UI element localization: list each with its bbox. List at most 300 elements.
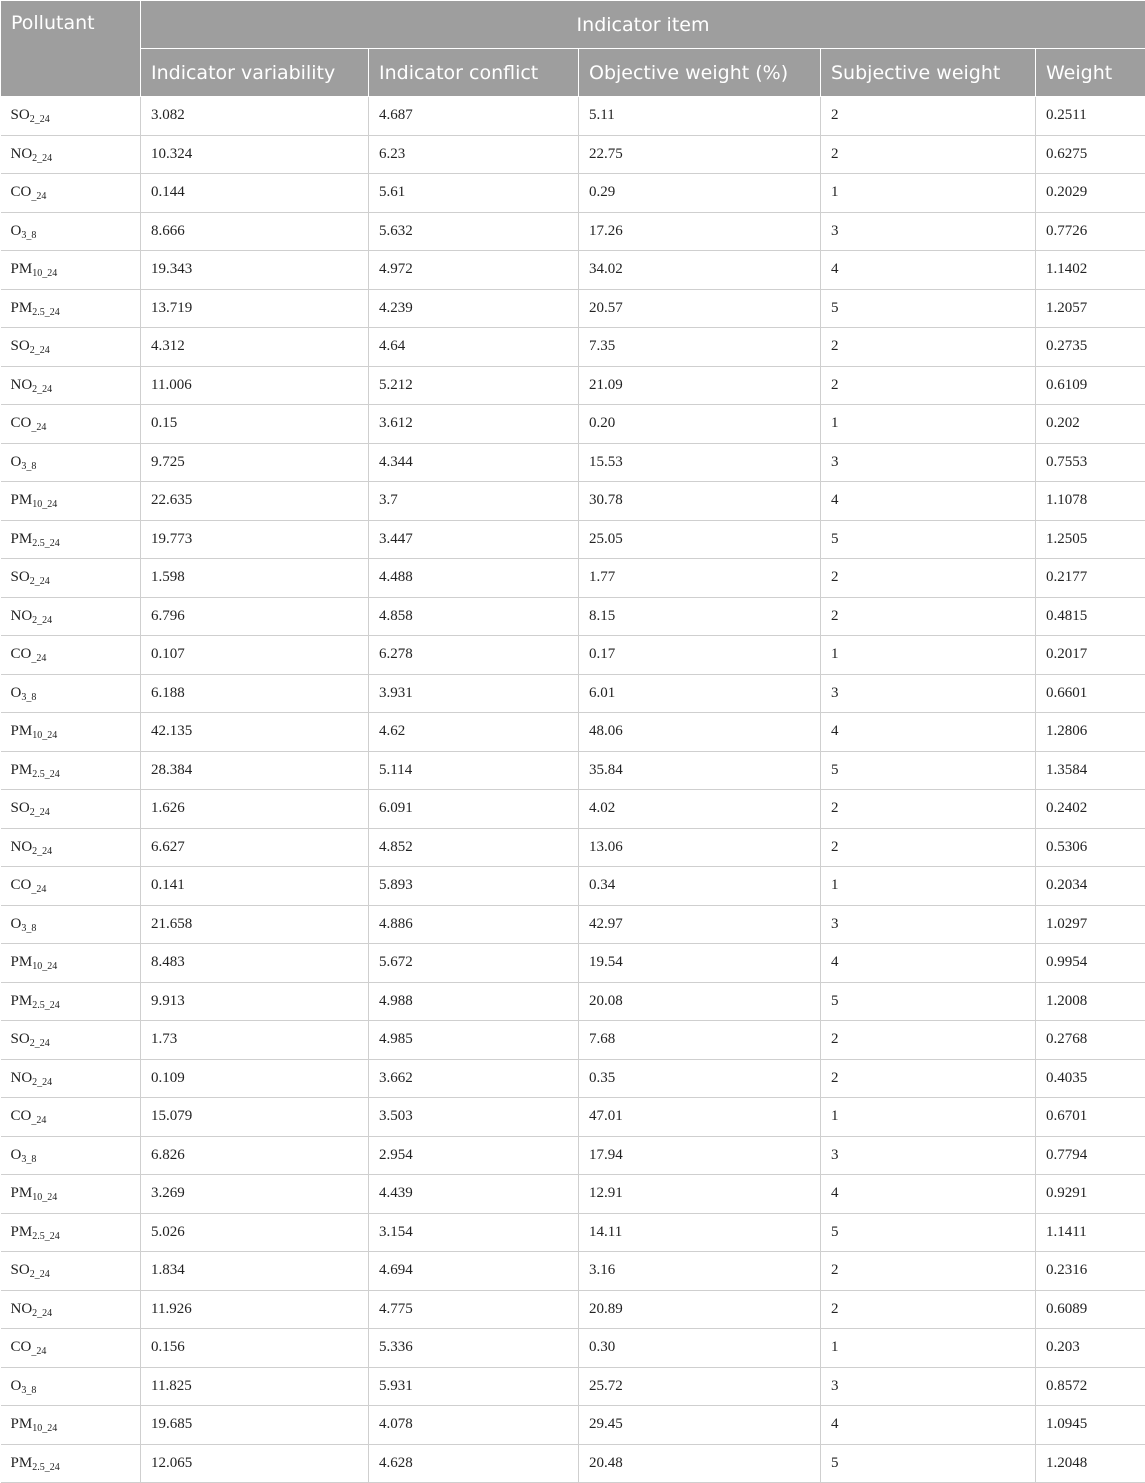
- indicator-variability-cell: 1.626: [141, 790, 369, 829]
- weight-cell: 1.2505: [1036, 520, 1145, 559]
- objective-weight-cell: 17.94: [579, 1136, 821, 1175]
- pollutant-cell: [1, 520, 141, 559]
- subjective-weight-cell: 4: [821, 251, 1036, 290]
- indicator-conflict-cell: 4.344: [369, 443, 579, 482]
- table-row: [1, 944, 1145, 983]
- indicator-variability-cell: 28.384: [141, 751, 369, 790]
- pollutant-averaging-suffix: _8: [26, 1154, 36, 1165]
- weight-cell: 0.5306: [1036, 828, 1145, 867]
- subjective-weight-cell: 1: [821, 867, 1036, 906]
- indicator-conflict-cell: 5.672: [369, 944, 579, 983]
- pollutant-cell: [1, 559, 141, 598]
- subjective-weight-cell: 2: [821, 790, 1036, 829]
- table-header: [1, 1, 1145, 97]
- pollutant-name: PM: [11, 1455, 33, 1471]
- pollutant-name: PM: [11, 1224, 33, 1240]
- pollutant-cell: [1, 251, 141, 290]
- pollutant-name: PM: [11, 492, 33, 508]
- pollutant-averaging-suffix: _24: [35, 807, 50, 818]
- objective-weight-cell: 34.02: [579, 251, 821, 290]
- objective-weight-cell: 8.15: [579, 597, 821, 636]
- pollutant-name: O: [11, 685, 22, 701]
- table-row: [1, 1213, 1145, 1252]
- subjective-weight-cell: 2: [821, 1252, 1036, 1291]
- indicator-variability-cell: 9.725: [141, 443, 369, 482]
- table-row: [1, 713, 1145, 752]
- pollutant-averaging-suffix: _24: [45, 769, 60, 780]
- table-row: [1, 905, 1145, 944]
- subjective-weight-cell: 2: [821, 97, 1036, 136]
- pollutant-cell: [1, 328, 141, 367]
- pollutant-cell: [1, 1059, 141, 1098]
- pollutant-cell: [1, 597, 141, 636]
- pollutant-subscript: 2: [30, 576, 35, 587]
- pollutant-averaging-suffix: _24: [42, 961, 57, 972]
- weight-cell: 0.6089: [1036, 1290, 1145, 1329]
- indicator-conflict-cell: 5.212: [369, 366, 579, 405]
- pollutant-averaging-suffix: _24: [42, 268, 57, 279]
- indicator-variability-cell: 8.483: [141, 944, 369, 983]
- indicator-conflict-cell: 4.985: [369, 1021, 579, 1060]
- subjective-weight-cell: 1: [821, 174, 1036, 213]
- pollutant-subscript: 10: [32, 730, 42, 741]
- subjective-weight-cell: 3: [821, 674, 1036, 713]
- subjective-weight-cell: 2: [821, 135, 1036, 174]
- objective-weight-cell: 20.08: [579, 982, 821, 1021]
- pollutant-name: CO: [11, 646, 32, 662]
- pollutant-name: CO: [11, 415, 32, 431]
- weight-cell: 0.8572: [1036, 1367, 1145, 1406]
- pollutant-averaging-suffix: _24: [37, 384, 52, 395]
- objective-weight-cell: 13.06: [579, 828, 821, 867]
- table-row: [1, 751, 1145, 790]
- indicator-variability-cell: 22.635: [141, 482, 369, 521]
- weight-cell: 1.2048: [1036, 1444, 1145, 1483]
- pollutant-averaging-suffix: _24: [37, 615, 52, 626]
- pollutant-averaging-suffix: _24: [45, 307, 60, 318]
- weight-cell: 0.2029: [1036, 174, 1145, 213]
- indicator-variability-cell: 12.065: [141, 1444, 369, 1483]
- table-row: [1, 174, 1145, 213]
- pollutant-subscript: 2: [32, 615, 37, 626]
- pollutant-cell: [1, 905, 141, 944]
- pollutant-name: PM: [11, 1416, 33, 1432]
- pollutant-averaging-suffix: _24: [37, 1077, 52, 1088]
- pollutant-averaging-suffix: _24: [31, 884, 46, 895]
- objective-weight-cell: 7.68: [579, 1021, 821, 1060]
- table-row: [1, 674, 1145, 713]
- subjective-weight-cell: 5: [821, 289, 1036, 328]
- weight-cell: 0.6601: [1036, 674, 1145, 713]
- indicator-variability-cell: 1.73: [141, 1021, 369, 1060]
- objective-weight-cell: 22.75: [579, 135, 821, 174]
- indicator-conflict-cell: 4.239: [369, 289, 579, 328]
- indicator-variability-cell: 11.825: [141, 1367, 369, 1406]
- indicator-variability-cell: 6.188: [141, 674, 369, 713]
- weight-cell: 1.2806: [1036, 713, 1145, 752]
- table-row: [1, 1021, 1145, 1060]
- indicator-conflict-cell: 5.114: [369, 751, 579, 790]
- indicator-conflict-cell: 6.278: [369, 636, 579, 675]
- subjective-weight-cell: 1: [821, 636, 1036, 675]
- pollutant-name: O: [11, 223, 22, 239]
- pollutant-name: SO: [11, 107, 30, 123]
- objective-weight-cell: 0.17: [579, 636, 821, 675]
- pollutant-name: O: [11, 454, 22, 470]
- pollutant-cell: [1, 1329, 141, 1368]
- table-row: [1, 251, 1145, 290]
- table-row: [1, 1329, 1145, 1368]
- pollutant-cell: [1, 482, 141, 521]
- table-row: [1, 289, 1145, 328]
- indicator-variability-cell: 6.627: [141, 828, 369, 867]
- pollutant-subscript: 2: [32, 1077, 37, 1088]
- indicator-variability-cell: 19.343: [141, 251, 369, 290]
- pollutant-averaging-suffix: _8: [26, 461, 36, 472]
- pollutant-subscript: 2: [30, 807, 35, 818]
- subjective-weight-cell: 3: [821, 1136, 1036, 1175]
- weight-cell: 0.7726: [1036, 212, 1145, 251]
- objective-weight-cell: 1.77: [579, 559, 821, 598]
- pollutant-name: O: [11, 1147, 22, 1163]
- subjective-weight-cell: 1: [821, 1098, 1036, 1137]
- objective-weight-cell: 30.78: [579, 482, 821, 521]
- subjective-weight-cell: 4: [821, 1175, 1036, 1214]
- pollutant-name: PM: [11, 261, 33, 277]
- weight-cell: 0.2316: [1036, 1252, 1145, 1291]
- weight-cell: 0.6275: [1036, 135, 1145, 174]
- pollutant-cell: [1, 366, 141, 405]
- indicator-conflict-cell: 6.091: [369, 790, 579, 829]
- pollutant-averaging-suffix: _8: [26, 230, 36, 241]
- indicator-conflict-cell: 4.628: [369, 1444, 579, 1483]
- pollutant-name: CO: [11, 1108, 32, 1124]
- objective-weight-cell: 7.35: [579, 328, 821, 367]
- weight-cell: 0.9954: [1036, 944, 1145, 983]
- indicator-variability-cell: 6.796: [141, 597, 369, 636]
- objective-weight-cell: 42.97: [579, 905, 821, 944]
- pollutant-averaging-suffix: _24: [45, 1231, 60, 1242]
- indicator-conflict-cell: 4.972: [369, 251, 579, 290]
- indicator-conflict-cell: 4.852: [369, 828, 579, 867]
- indicator-variability-cell: 15.079: [141, 1098, 369, 1137]
- indicator-conflict-cell: 3.503: [369, 1098, 579, 1137]
- pollutant-subscript: 2: [32, 153, 37, 164]
- pollutant-cell: [1, 443, 141, 482]
- pollutant-cell: [1, 1136, 141, 1175]
- pollutant-subscript: 3: [21, 692, 26, 703]
- indicator-conflict-cell: 3.7: [369, 482, 579, 521]
- indicator-variability-cell: 0.144: [141, 174, 369, 213]
- pollutant-averaging-suffix: _24: [35, 345, 50, 356]
- pollutant-name: PM: [11, 300, 33, 316]
- pollutant-averaging-suffix: _8: [26, 692, 36, 703]
- indicator-variability-cell: 9.913: [141, 982, 369, 1021]
- objective-weight-cell: 6.01: [579, 674, 821, 713]
- pollutant-subscript: 2.5: [32, 1231, 45, 1242]
- indicator-variability-cell: 0.156: [141, 1329, 369, 1368]
- pollutant-subscript: 3: [21, 230, 26, 241]
- pollutant-subscript: 10: [32, 499, 42, 510]
- subjective-weight-cell: 2: [821, 559, 1036, 598]
- pollutant-subscript: 2: [30, 1038, 35, 1049]
- pollutant-averaging-suffix: _24: [31, 422, 46, 433]
- table-row: [1, 790, 1145, 829]
- table-row: [1, 559, 1145, 598]
- pollutant-name: SO: [11, 569, 30, 585]
- indicator-conflict-cell: 5.61: [369, 174, 579, 213]
- pollutant-name: NO: [11, 1070, 33, 1086]
- weight-cell: 1.1402: [1036, 251, 1145, 290]
- pollutant-name: NO: [11, 146, 33, 162]
- weight-cell: 1.2008: [1036, 982, 1145, 1021]
- weight-cell: 1.1078: [1036, 482, 1145, 521]
- pollutant-subscript: 10: [32, 1423, 42, 1434]
- pollutant-averaging-suffix: _8: [26, 923, 36, 934]
- pollutant-cell: [1, 97, 141, 136]
- weight-cell: 0.7553: [1036, 443, 1145, 482]
- indicator-variability-cell: 13.719: [141, 289, 369, 328]
- weight-cell: 0.6701: [1036, 1098, 1145, 1137]
- subjective-weight-cell: 5: [821, 1213, 1036, 1252]
- subjective-weight-cell: 1: [821, 1329, 1036, 1368]
- pollutant-averaging-suffix: _24: [45, 1462, 60, 1473]
- indicator-conflict-cell: 4.858: [369, 597, 579, 636]
- pollutant-name: SO: [11, 338, 30, 354]
- indicator-conflict-cell: 5.632: [369, 212, 579, 251]
- indicator-conflict-cell: 6.23: [369, 135, 579, 174]
- pollutant-cell: [1, 828, 141, 867]
- objective-weight-cell: 20.89: [579, 1290, 821, 1329]
- indicator-conflict-cell: 4.886: [369, 905, 579, 944]
- weight-cell: 0.2034: [1036, 867, 1145, 906]
- table-row: [1, 482, 1145, 521]
- header-indicator-conflict: Indicator conflict: [369, 49, 579, 97]
- weight-cell: 0.203: [1036, 1329, 1145, 1368]
- indicator-conflict-cell: 3.447: [369, 520, 579, 559]
- pollutant-cell: [1, 982, 141, 1021]
- pollutant-subscript: 2.5: [32, 538, 45, 549]
- table-row: [1, 520, 1145, 559]
- objective-weight-cell: 0.20: [579, 405, 821, 444]
- indicator-conflict-cell: 3.662: [369, 1059, 579, 1098]
- pollutant-subscript: 2: [30, 345, 35, 356]
- table-row: [1, 328, 1145, 367]
- subjective-weight-cell: 2: [821, 1059, 1036, 1098]
- table-row: [1, 97, 1145, 136]
- indicator-variability-cell: 3.269: [141, 1175, 369, 1214]
- subjective-weight-cell: 2: [821, 828, 1036, 867]
- objective-weight-cell: 25.05: [579, 520, 821, 559]
- subjective-weight-cell: 2: [821, 1021, 1036, 1060]
- indicator-variability-cell: 1.598: [141, 559, 369, 598]
- pollutant-name: PM: [11, 954, 33, 970]
- pollutant-name: CO: [11, 184, 32, 200]
- objective-weight-cell: 19.54: [579, 944, 821, 983]
- header-weight: Weight: [1036, 49, 1145, 97]
- objective-weight-cell: 17.26: [579, 212, 821, 251]
- pollutant-averaging-suffix: _24: [42, 1423, 57, 1434]
- pollutant-subscript: 10: [32, 961, 42, 972]
- indicator-variability-cell: 42.135: [141, 713, 369, 752]
- indicator-conflict-cell: 5.336: [369, 1329, 579, 1368]
- subjective-weight-cell: 5: [821, 520, 1036, 559]
- indicator-conflict-cell: 3.154: [369, 1213, 579, 1252]
- table-row: [1, 982, 1145, 1021]
- pollutant-name: PM: [11, 531, 33, 547]
- subjective-weight-cell: 2: [821, 328, 1036, 367]
- indicator-variability-cell: 0.15: [141, 405, 369, 444]
- indicator-variability-cell: 19.685: [141, 1406, 369, 1445]
- indicator-conflict-cell: 4.078: [369, 1406, 579, 1445]
- pollutant-cell: [1, 751, 141, 790]
- subjective-weight-cell: 1: [821, 405, 1036, 444]
- indicator-variability-cell: 8.666: [141, 212, 369, 251]
- pollutant-subscript: 3: [21, 461, 26, 472]
- pollutant-averaging-suffix: _24: [35, 1038, 50, 1049]
- pollutant-averaging-suffix: _24: [45, 1000, 60, 1011]
- table-row: [1, 1059, 1145, 1098]
- pollutant-averaging-suffix: _24: [45, 538, 60, 549]
- table-row: [1, 867, 1145, 906]
- indicator-conflict-cell: 4.488: [369, 559, 579, 598]
- indicator-conflict-cell: 4.62: [369, 713, 579, 752]
- weight-cell: 0.2017: [1036, 636, 1145, 675]
- objective-weight-cell: 29.45: [579, 1406, 821, 1445]
- subjective-weight-cell: 3: [821, 905, 1036, 944]
- indicator-conflict-cell: 4.687: [369, 97, 579, 136]
- table-row: [1, 405, 1145, 444]
- pollutant-cell: [1, 713, 141, 752]
- objective-weight-cell: 0.35: [579, 1059, 821, 1098]
- objective-weight-cell: 21.09: [579, 366, 821, 405]
- indicator-conflict-cell: 5.893: [369, 867, 579, 906]
- indicator-variability-cell: 3.082: [141, 97, 369, 136]
- indicator-conflict-cell: 4.775: [369, 1290, 579, 1329]
- subjective-weight-cell: 4: [821, 1406, 1036, 1445]
- pollutant-name: NO: [11, 839, 33, 855]
- pollutant-name: SO: [11, 1262, 30, 1278]
- header-subjective-weight: Subjective weight: [821, 49, 1036, 97]
- weight-cell: 1.1411: [1036, 1213, 1145, 1252]
- subjective-weight-cell: 2: [821, 366, 1036, 405]
- pollutant-cell: [1, 1252, 141, 1291]
- objective-weight-cell: 4.02: [579, 790, 821, 829]
- pollutant-subscript: 10: [32, 268, 42, 279]
- pollutant-subscript: 2.5: [32, 769, 45, 780]
- table-row: [1, 1290, 1145, 1329]
- pollutant-cell: [1, 636, 141, 675]
- subjective-weight-cell: 5: [821, 982, 1036, 1021]
- weight-cell: 0.9291: [1036, 1175, 1145, 1214]
- weight-cell: 1.2057: [1036, 289, 1145, 328]
- pollutant-averaging-suffix: _24: [42, 730, 57, 741]
- pollutant-cell: [1, 944, 141, 983]
- weight-cell: 0.2402: [1036, 790, 1145, 829]
- indicator-variability-cell: 1.834: [141, 1252, 369, 1291]
- pollutant-averaging-suffix: _24: [42, 499, 57, 510]
- pollutant-cell: [1, 674, 141, 713]
- indicator-conflict-cell: 4.988: [369, 982, 579, 1021]
- pollutant-subscript: 2: [32, 384, 37, 395]
- subjective-weight-cell: 5: [821, 751, 1036, 790]
- indicator-variability-cell: 0.141: [141, 867, 369, 906]
- pollutant-subscript: 2.5: [32, 1462, 45, 1473]
- subjective-weight-cell: 5: [821, 1444, 1036, 1483]
- pollutant-cell: [1, 1444, 141, 1483]
- weight-cell: 0.2511: [1036, 97, 1145, 136]
- pollutant-name: CO: [11, 877, 32, 893]
- objective-weight-cell: 12.91: [579, 1175, 821, 1214]
- pollutant-subscript: 2: [32, 846, 37, 857]
- table-body: [1, 97, 1145, 1483]
- pollutant-averaging-suffix: _24: [35, 576, 50, 587]
- indicator-variability-cell: 21.658: [141, 905, 369, 944]
- header-indicator-variability: Indicator variability: [141, 49, 369, 97]
- pollutant-cell: [1, 1290, 141, 1329]
- pollutant-subscript: 2.5: [32, 307, 45, 318]
- indicator-conflict-cell: 4.439: [369, 1175, 579, 1214]
- pollutant-averaging-suffix: _24: [31, 1115, 46, 1126]
- pollutant-name: PM: [11, 762, 33, 778]
- pollutant-averaging-suffix: _24: [37, 153, 52, 164]
- objective-weight-cell: 47.01: [579, 1098, 821, 1137]
- weight-cell: 0.4815: [1036, 597, 1145, 636]
- pollutant-subscript: 10: [32, 1192, 42, 1203]
- table-row: [1, 636, 1145, 675]
- pollutant-cell: [1, 1213, 141, 1252]
- table-row: [1, 212, 1145, 251]
- header-pollutant: Pollutant: [1, 1, 141, 97]
- pollutant-subscript: 2: [30, 114, 35, 125]
- subjective-weight-cell: 3: [821, 1367, 1036, 1406]
- pollutant-subscript: 3: [21, 1385, 26, 1396]
- table-row: [1, 1444, 1145, 1483]
- objective-weight-cell: 0.29: [579, 174, 821, 213]
- header-indicator-item: Indicator item: [141, 1, 1145, 49]
- indicator-conflict-cell: 3.612: [369, 405, 579, 444]
- objective-weight-cell: 35.84: [579, 751, 821, 790]
- pollutant-cell: [1, 405, 141, 444]
- pollutant-cell: [1, 1098, 141, 1137]
- pollutant-name: CO: [11, 1339, 32, 1355]
- indicator-variability-cell: 0.107: [141, 636, 369, 675]
- objective-weight-cell: 20.57: [579, 289, 821, 328]
- pollutant-name: SO: [11, 800, 30, 816]
- table-row: [1, 443, 1145, 482]
- objective-weight-cell: 25.72: [579, 1367, 821, 1406]
- table-row: [1, 135, 1145, 174]
- weight-cell: 1.0297: [1036, 905, 1145, 944]
- weight-cell: 0.4035: [1036, 1059, 1145, 1098]
- objective-weight-cell: 0.30: [579, 1329, 821, 1368]
- table-row: [1, 366, 1145, 405]
- table-row: [1, 828, 1145, 867]
- objective-weight-cell: 48.06: [579, 713, 821, 752]
- pollutant-averaging-suffix: _24: [31, 653, 46, 664]
- objective-weight-cell: 5.11: [579, 97, 821, 136]
- pollutant-name: SO: [11, 1031, 30, 1047]
- weight-cell: 0.2177: [1036, 559, 1145, 598]
- objective-weight-cell: 14.11: [579, 1213, 821, 1252]
- pollutant-averaging-suffix: _24: [37, 846, 52, 857]
- pollutant-name: PM: [11, 993, 33, 1009]
- weight-cell: 0.6109: [1036, 366, 1145, 405]
- weight-cell: 1.0945: [1036, 1406, 1145, 1445]
- subjective-weight-cell: 3: [821, 212, 1036, 251]
- subjective-weight-cell: 2: [821, 1290, 1036, 1329]
- pollutant-averaging-suffix: _24: [37, 1308, 52, 1319]
